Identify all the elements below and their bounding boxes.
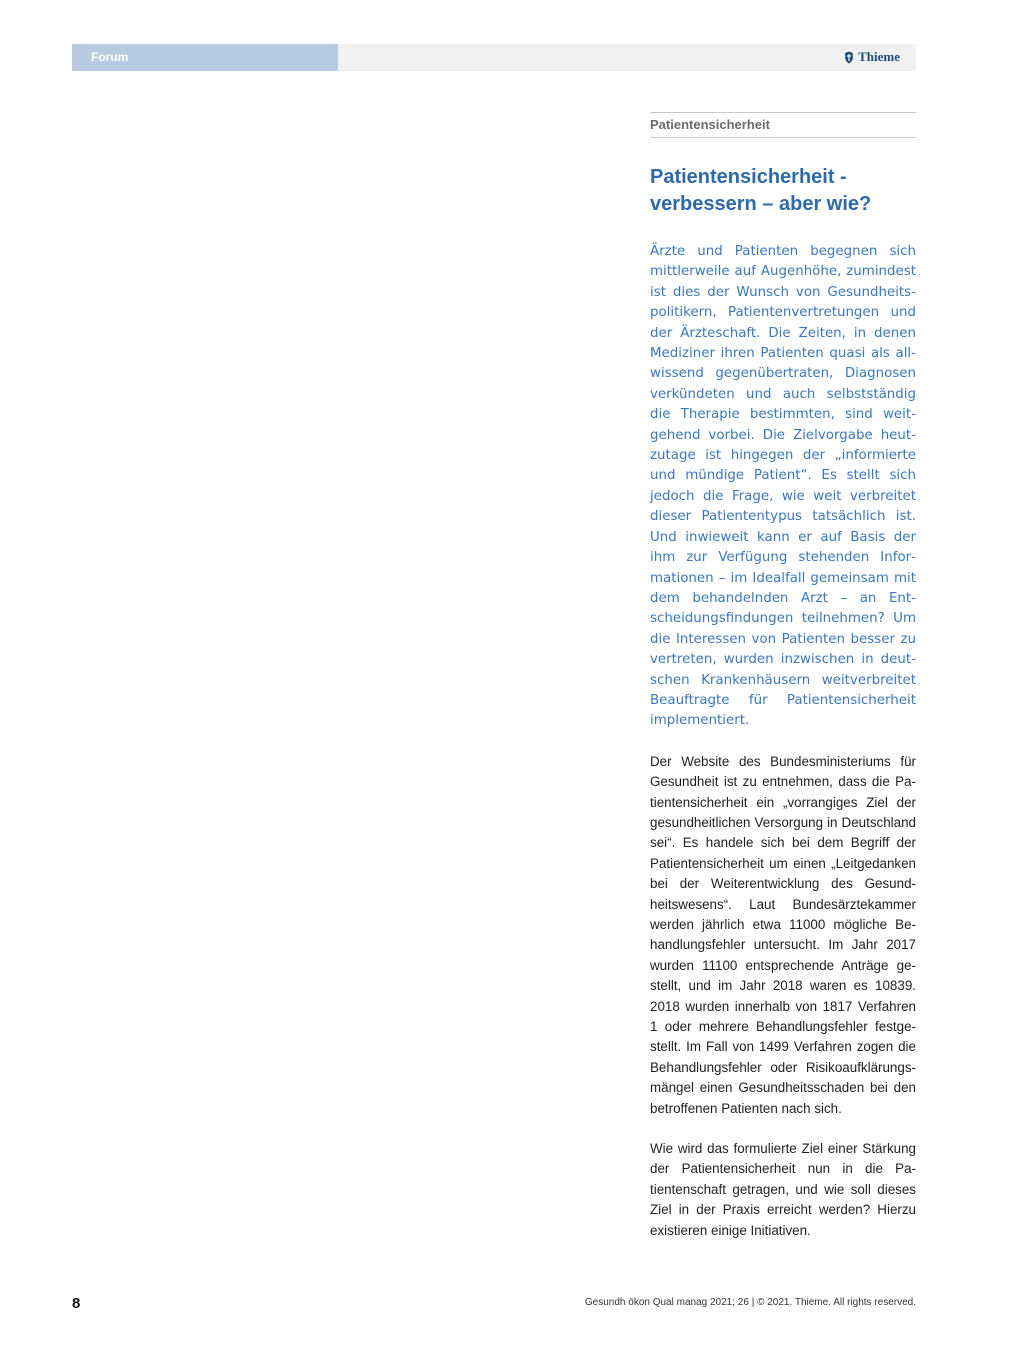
running-header [72,44,916,71]
article-title: Patientensicherheit - verbessern – aber wie? [650,166,872,215]
publisher-brand [844,49,900,65]
article-column [650,112,916,1241]
header-section-box [72,44,338,71]
footer-citation: Gesundh ökon Qual manag 2021; 26 | © 2021. Thieme. All rights reserved. [584,1297,916,1308]
body-paragraph-1: Der Website des Bundesministeriums für Gesundheit ist zu entnehmen, dass die Patientensicherheit ein „vorrangiges Ziel der gesundheitlichen Versorgung in Deutschland sei“. Es handele sich bei dem Begriff der Patientensicherheit um einen „Leitgedanken bei der Weiterentwicklung des Gesundheitswesens“. Laut Bundesärztekammer werden jährlich etwa 11000 mögliche Behandlungsfehler untersucht. Im Jahr 2017 wurden 11100 entsprechende Anträge gestellt, und im Jahr 2018 waren es 10839. 2018 wurden innerhalb von 1817 Verfahren 1 oder mehrere Behandlungsfehler festgestellt. Im Fall von 1499 Verfahren zogen die Behandlungsfehler oder Risikoaufklärungsmängel einen Gesundheitsschaden bei den betroffenen Patienten nach sich. [650,753,916,1116]
header-section-label: Forum [91,50,129,64]
brand-name: Thieme [858,49,900,64]
page-number: 8 [72,1295,81,1312]
thieme-logo-icon [844,51,854,64]
article-lead: Ärzte und Patienten begegnen sich mittlerweile auf Augenhöhe, zumindest ist dies der Wunsch von Gesundheitspolitikern, Patientenvertretungen und der Ärzteschaft. Die Zeiten, in denen Mediziner ihren Patienten quasi als allwissend gegenübertraten, Diagnosen verkündeten und auch selbstständig die Therapie bestimmten, sind weitgehend vorbei. Die Zielvorgabe heutzutage ist hingegen der „informierte und mündige Patient“. Es stellt sich jedoch die Frage, wie weit verbreitet dieser Patiententypus tatsächlich ist. Und inwieweit kann er auf Basis der ihm zur Verfügung stehenden Informationen – im Idealfall gemeinsam mit dem behandelnden Arzt – an Entscheidungsfindungen teilnehmen? Um die Interessen von Patienten besser zu vertreten, wurden inzwischen in deutschen Krankenhäusern weitverbreitet Beauftragte für Patientensicherheit implementiert. [650,244,916,729]
body-paragraph-2: Wie wird das formulierte Ziel einer Stärkung der Patientensicherheit nun in die Patientenschaft getragen, und wie soll dieses Ziel in der Praxis erreicht werden? Hierzu existieren einige Initiativen. [650,1141,916,1238]
section-tag: Patientensicherheit [650,112,916,138]
